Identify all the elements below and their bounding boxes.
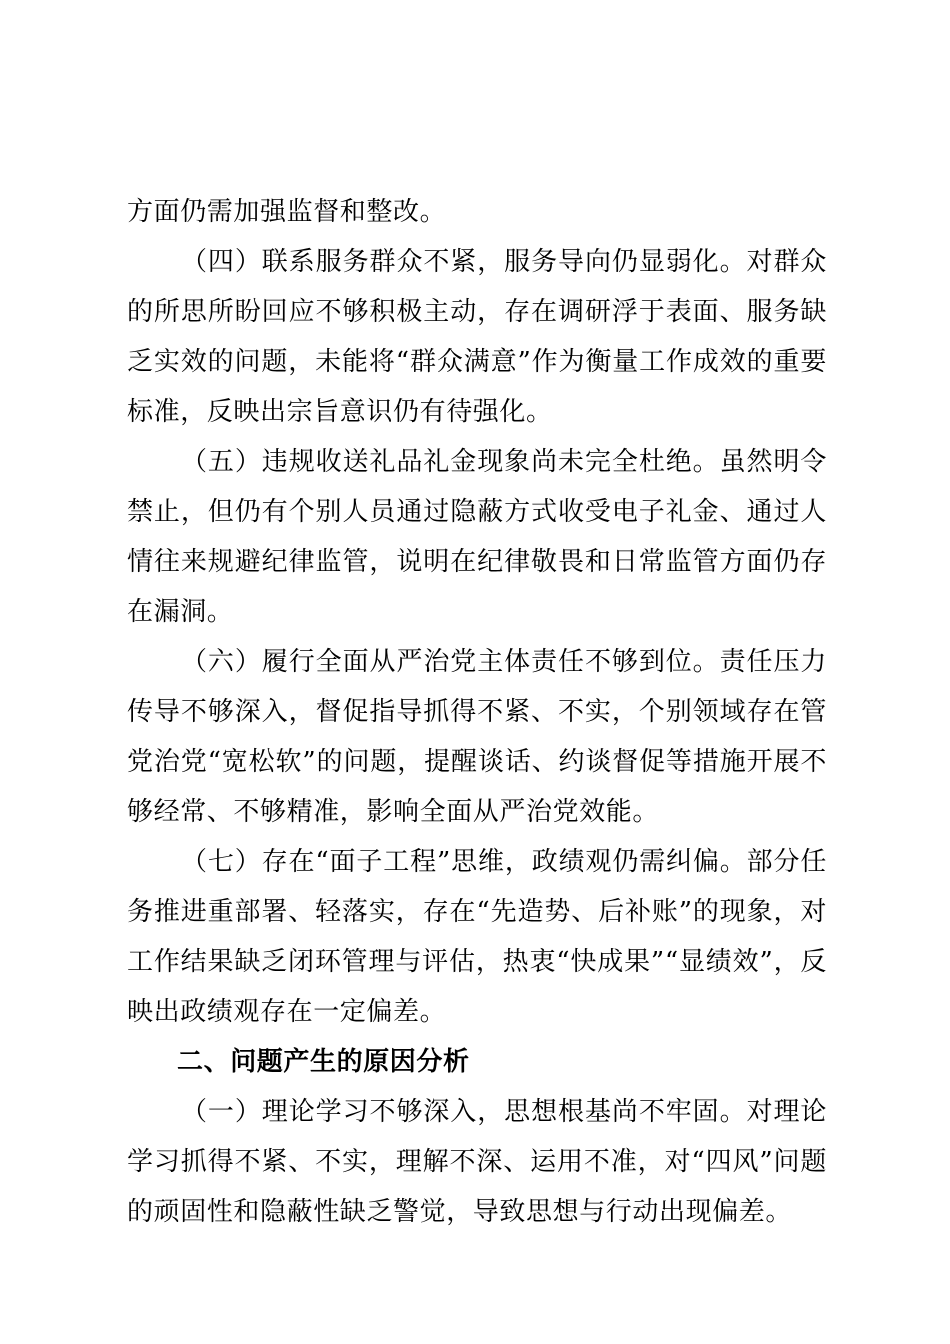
paragraph-continuation: 方面仍需加强监督和整改。 [127,197,447,227]
document-body [127,187,827,1237]
section-heading: 二、问题产生的原因分析 [177,1047,470,1077]
paragraph-item-7: （七）存在“面子工程”思维，政绩观仍需纠偏。部分任务推进重部署、轻落实，存在“先造势、后补账”的现象，对工作结果缺乏闭环管理与评估，热衷“快成果”“显绩效”，反映出政绩观存在一定偏差。 [127,847,827,1027]
paragraph-item-5: （五）违规收送礼品礼金现象尚未完全杜绝。虽然明令禁止，但仍有个别人员通过隐蔽方式收受电子礼金、通过人情往来规避纪律监管，说明在纪律敬畏和日常监管方面仍存在漏洞。 [127,447,827,627]
paragraph-item-6: （六）履行全面从严治党主体责任不够到位。责任压力传导不够深入，督促指导抓得不紧、不实，个别领域存在管党治党“宽松软”的问题，提醒谈话、约谈督促等措施开展不够经常、不够精准，影响全面从严治党效能。 [127,647,827,827]
paragraph-cause-1: （一）理论学习不够深入，思想根基尚不牢固。对理论学习抓得不紧、不实，理解不深、运用不准，对“四风”问题的顽固性和隐蔽性缺乏警觉，导致思想与行动出现偏差。 [127,1097,827,1227]
paragraph-item-4: （四）联系服务群众不紧，服务导向仍显弱化。对群众的所思所盼回应不够积极主动，存在调研浮于表面、服务缺乏实效的问题，未能将“群众满意”作为衡量工作成效的重要标准，反映出宗旨意识仍有待强化。 [127,247,827,427]
